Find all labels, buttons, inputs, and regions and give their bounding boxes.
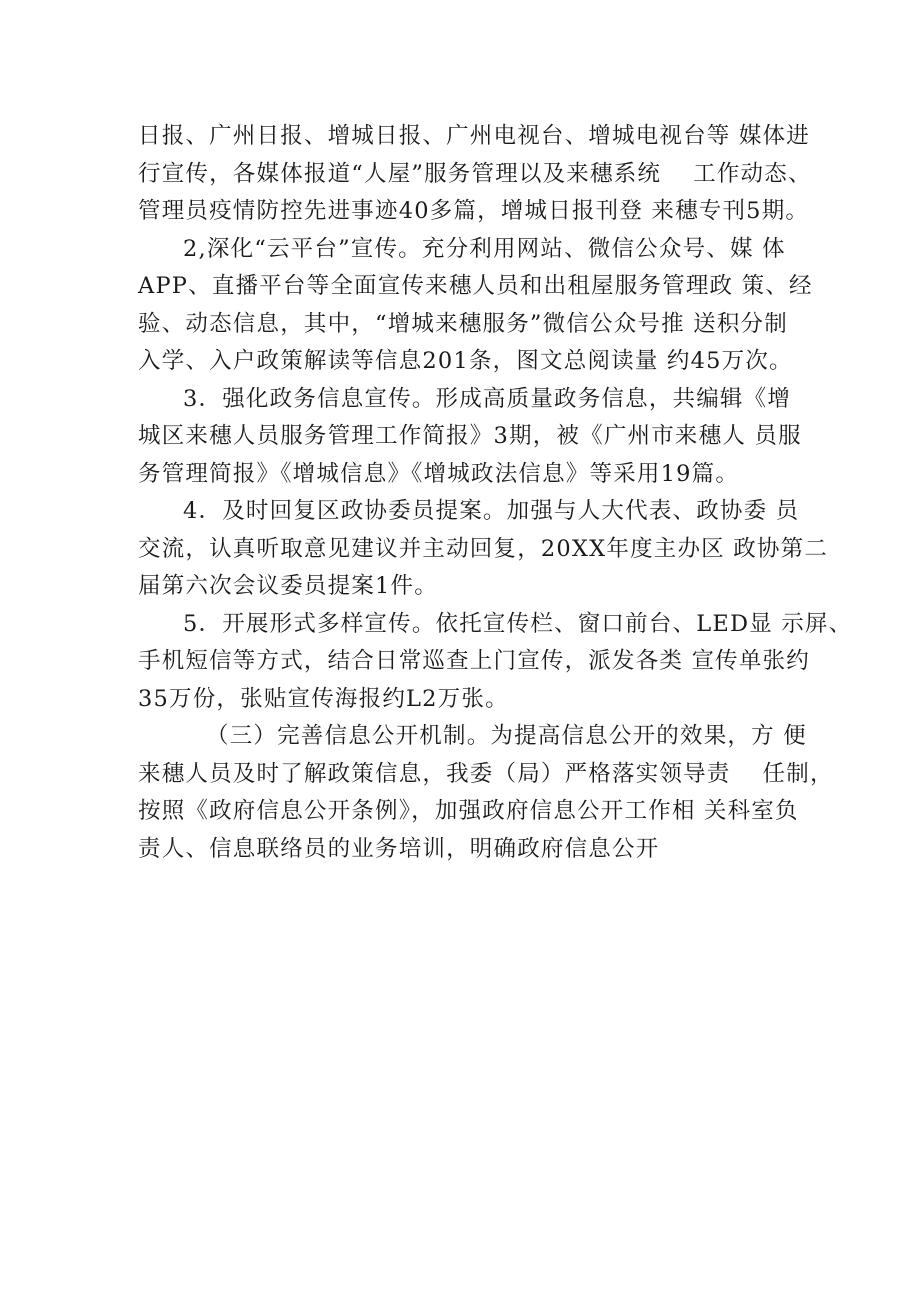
text-line: 35万份，张贴宣传海报约L2万张。 [138, 685, 509, 712]
text-line: 验、动态信息，其中，“增城来穗服务”微信公众号推 送积分制 [138, 310, 788, 337]
paragraph-heading-line: 4．及时回复区政协委员提案。加强与人大代表、政协委 员 [183, 498, 800, 524]
text-line: 届第六次会议委员提案1件。 [138, 573, 438, 599]
section-heading-line: （三）完善信息公开机制。为提高信息公开的效果，方 便 [206, 723, 807, 749]
text-line: APP、直播平台等全面宣传来穗人员和出租屋服务管理政 策、经 [138, 273, 813, 299]
text-line: 手机短信等方式，结合日常巡查上门宣传，派发各类 宣传单张约 [138, 648, 810, 674]
text-line: 按照《政府信息公开条例》，加强政府信息公开工作相 关科室负 [138, 798, 799, 824]
document-body [138, 118, 853, 868]
paragraph-heading-line: 3．强化政务信息宣传。形成高质量政务信息，共编辑《增 [183, 385, 792, 412]
text-line: 入学、入户政策解读等信息201条，图文总阅读量 约45万次。 [138, 348, 793, 374]
text-line: 务管理简报》《增城信息》《增城政法信息》等采用19篇。 [138, 460, 740, 487]
text-line: 来穗人员及时了解政策信息，我委（局）严格落实领导责 任制， [138, 760, 834, 787]
text-line: 责人、信息联络员的业务培训，明确政府信息公开 [138, 835, 660, 862]
text-line: 城区来穗人员服务管理工作简报》3期，被《广州市来穗人 员服 [138, 423, 802, 449]
paragraph-heading-line: 2,深化“云平台”宣传。充分利用网站、微信公众号、媒 体 [183, 235, 786, 262]
text-line: 交流，认真听取意见建议并主动回复，20XX年度主办区 政协第二 [138, 535, 829, 562]
paragraph-heading-line: 5．开展形式多样宣传。依托宣传栏、窗口前台、LED显 示屏、 [183, 610, 853, 637]
text-line: 管理员疫情防控先进事迹40多篇，增城日报刊登 来穗专刊5期。 [138, 198, 810, 224]
text-line: 行宣传，各媒体报道“人屋”服务管理以及来穗系统 工作动态、 [138, 160, 812, 187]
text-line: 日报、广州日报、增城日报、广州电视台、增城电视台等 媒体进 [138, 123, 810, 149]
